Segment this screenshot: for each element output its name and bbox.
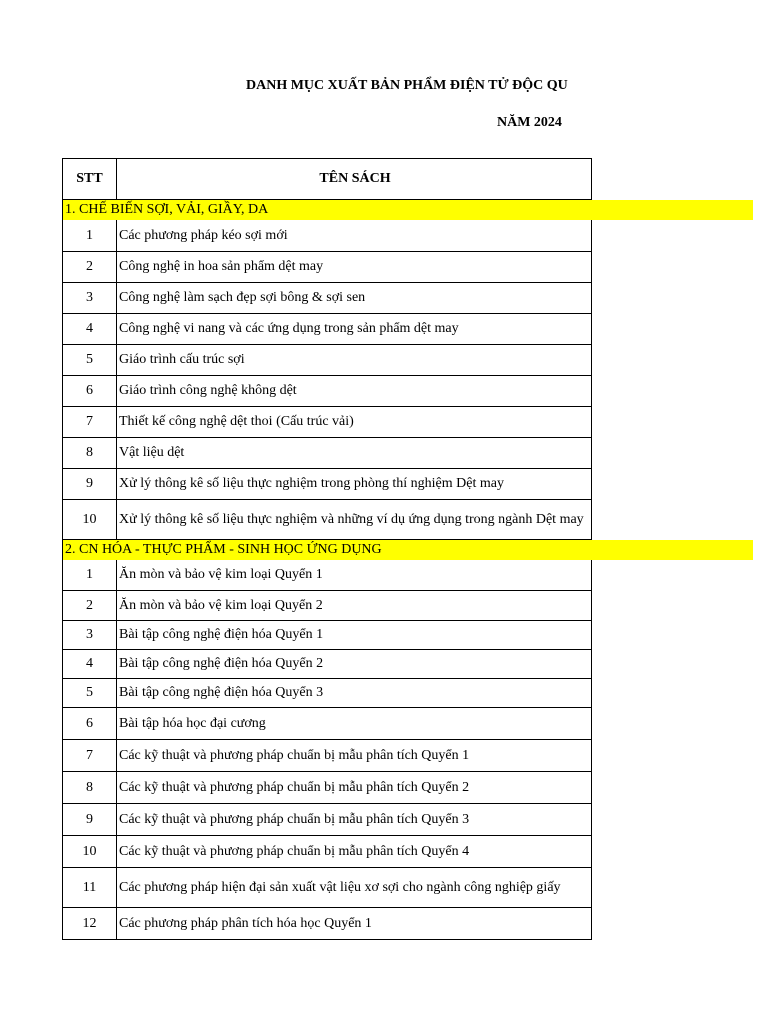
row-stt: 4 (63, 650, 117, 678)
table-row (62, 314, 592, 345)
row-stt: 1 (63, 560, 117, 590)
table-row (62, 740, 592, 772)
table-row (62, 252, 592, 283)
row-book-name: Các phương pháp kéo sợi mới (119, 227, 288, 243)
row-stt: 5 (63, 679, 117, 707)
row-stt: 9 (63, 469, 117, 499)
document-title: DANH MỤC XUẤT BẢN PHẨM ĐIỆN TỬ ĐỘC QU (246, 78, 568, 93)
table-row (62, 772, 592, 804)
table-row (62, 679, 592, 708)
table-row (62, 591, 592, 621)
row-book-name: Các kỹ thuật và phương pháp chuẩn bị mẫu phân tích Quyển 1 (119, 747, 470, 763)
row-stt: 7 (63, 407, 117, 437)
row-book-name: Các kỹ thuật và phương pháp chuẩn bị mẫu phân tích Quyển 4 (119, 843, 470, 859)
row-stt: 4 (63, 314, 117, 344)
row-book-name: Các kỹ thuật và phương pháp chuẩn bị mẫu phân tích Quyển 2 (119, 779, 470, 795)
row-book-name: Xử lý thông kê số liệu thực nghiệm trong phòng thí nghiệm Dệt may (119, 476, 504, 491)
row-stt: 10 (63, 836, 117, 867)
row-book-name: Công nghệ in hoa sản phẩm dệt may (119, 259, 324, 274)
section-header-textiles: 1. CHẾ BIẾN SỢI, VẢI, GIẦY, DA (62, 200, 753, 220)
header-book-name: TÊN SÁCH (319, 171, 391, 186)
row-book-name: Giáo trình cấu trúc sợi (119, 352, 245, 367)
table-row (62, 621, 592, 650)
row-book-name: Thiết kế công nghệ dệt thoi (Cấu trúc vải) (119, 414, 354, 429)
section-header-chemistry-food: 2. CN HÓA - THỰC PHẨM - SINH HỌC ỨNG DỤNG (62, 540, 753, 560)
row-stt: 9 (63, 804, 117, 835)
table-row (62, 345, 592, 376)
row-book-name: Ăn mòn và bảo vệ kim loại Quyển 1 (119, 567, 323, 582)
table-row (62, 908, 592, 940)
table-row (62, 469, 592, 500)
row-book-name: Các kỹ thuật và phương pháp chuẩn bị mẫu phân tích Quyển 3 (119, 811, 470, 827)
row-book-name: Bài tập công nghệ điện hóa Quyển 1 (119, 627, 324, 642)
table-header (62, 158, 592, 200)
row-book-name: Bài tập hóa học đại cương (119, 715, 266, 731)
document-year: NĂM 2024 (497, 115, 562, 130)
row-stt: 3 (63, 621, 117, 649)
table-row (62, 804, 592, 836)
table-row (62, 650, 592, 679)
table-row (62, 836, 592, 868)
row-stt: 2 (63, 252, 117, 282)
row-book-name: Giáo trình công nghệ không dệt (119, 383, 297, 398)
row-stt: 10 (63, 500, 117, 539)
table-row (62, 283, 592, 314)
row-book-name: Các phương pháp phân tích hóa học Quyển 1 (119, 915, 372, 931)
row-book-name: Các phương pháp hiện đại sản xuất vật liệu xơ sợi cho ngành công nghiệp giấy (119, 879, 561, 895)
row-book-name: Công nghệ làm sạch đẹp sợi bông & sợi sen (119, 290, 366, 305)
row-book-name: Bài tập công nghệ điện hóa Quyển 3 (119, 685, 324, 700)
row-stt: 7 (63, 740, 117, 771)
row-stt: 5 (63, 345, 117, 375)
row-book-name: Công nghệ vi nang và các ứng dụng trong sản phẩm dệt may (119, 321, 459, 336)
header-stt: STT (63, 159, 117, 199)
row-book-name: Xử lý thông kê số liệu thực nghiệm và những ví dụ ứng dụng trong ngành Dệt may (119, 511, 584, 527)
row-stt: 2 (63, 591, 117, 620)
table-row (62, 376, 592, 407)
row-stt: 8 (63, 772, 117, 803)
table-row (62, 500, 592, 540)
table-row (62, 407, 592, 438)
row-stt: 8 (63, 438, 117, 468)
row-stt: 1 (63, 220, 117, 251)
table-row (62, 560, 592, 591)
row-stt: 3 (63, 283, 117, 313)
row-book-name: Vật liệu dệt (119, 445, 185, 460)
row-book-name: Ăn mòn và bảo vệ kim loại Quyển 2 (119, 597, 323, 613)
row-stt: 12 (63, 908, 117, 939)
row-stt: 6 (63, 708, 117, 739)
row-stt: 6 (63, 376, 117, 406)
row-book-name: Bài tập công nghệ điện hóa Quyển 2 (119, 656, 324, 671)
table-row (62, 708, 592, 740)
table-row (62, 438, 592, 469)
table-row (62, 220, 592, 252)
table-row (62, 868, 592, 908)
row-stt: 11 (63, 868, 117, 907)
